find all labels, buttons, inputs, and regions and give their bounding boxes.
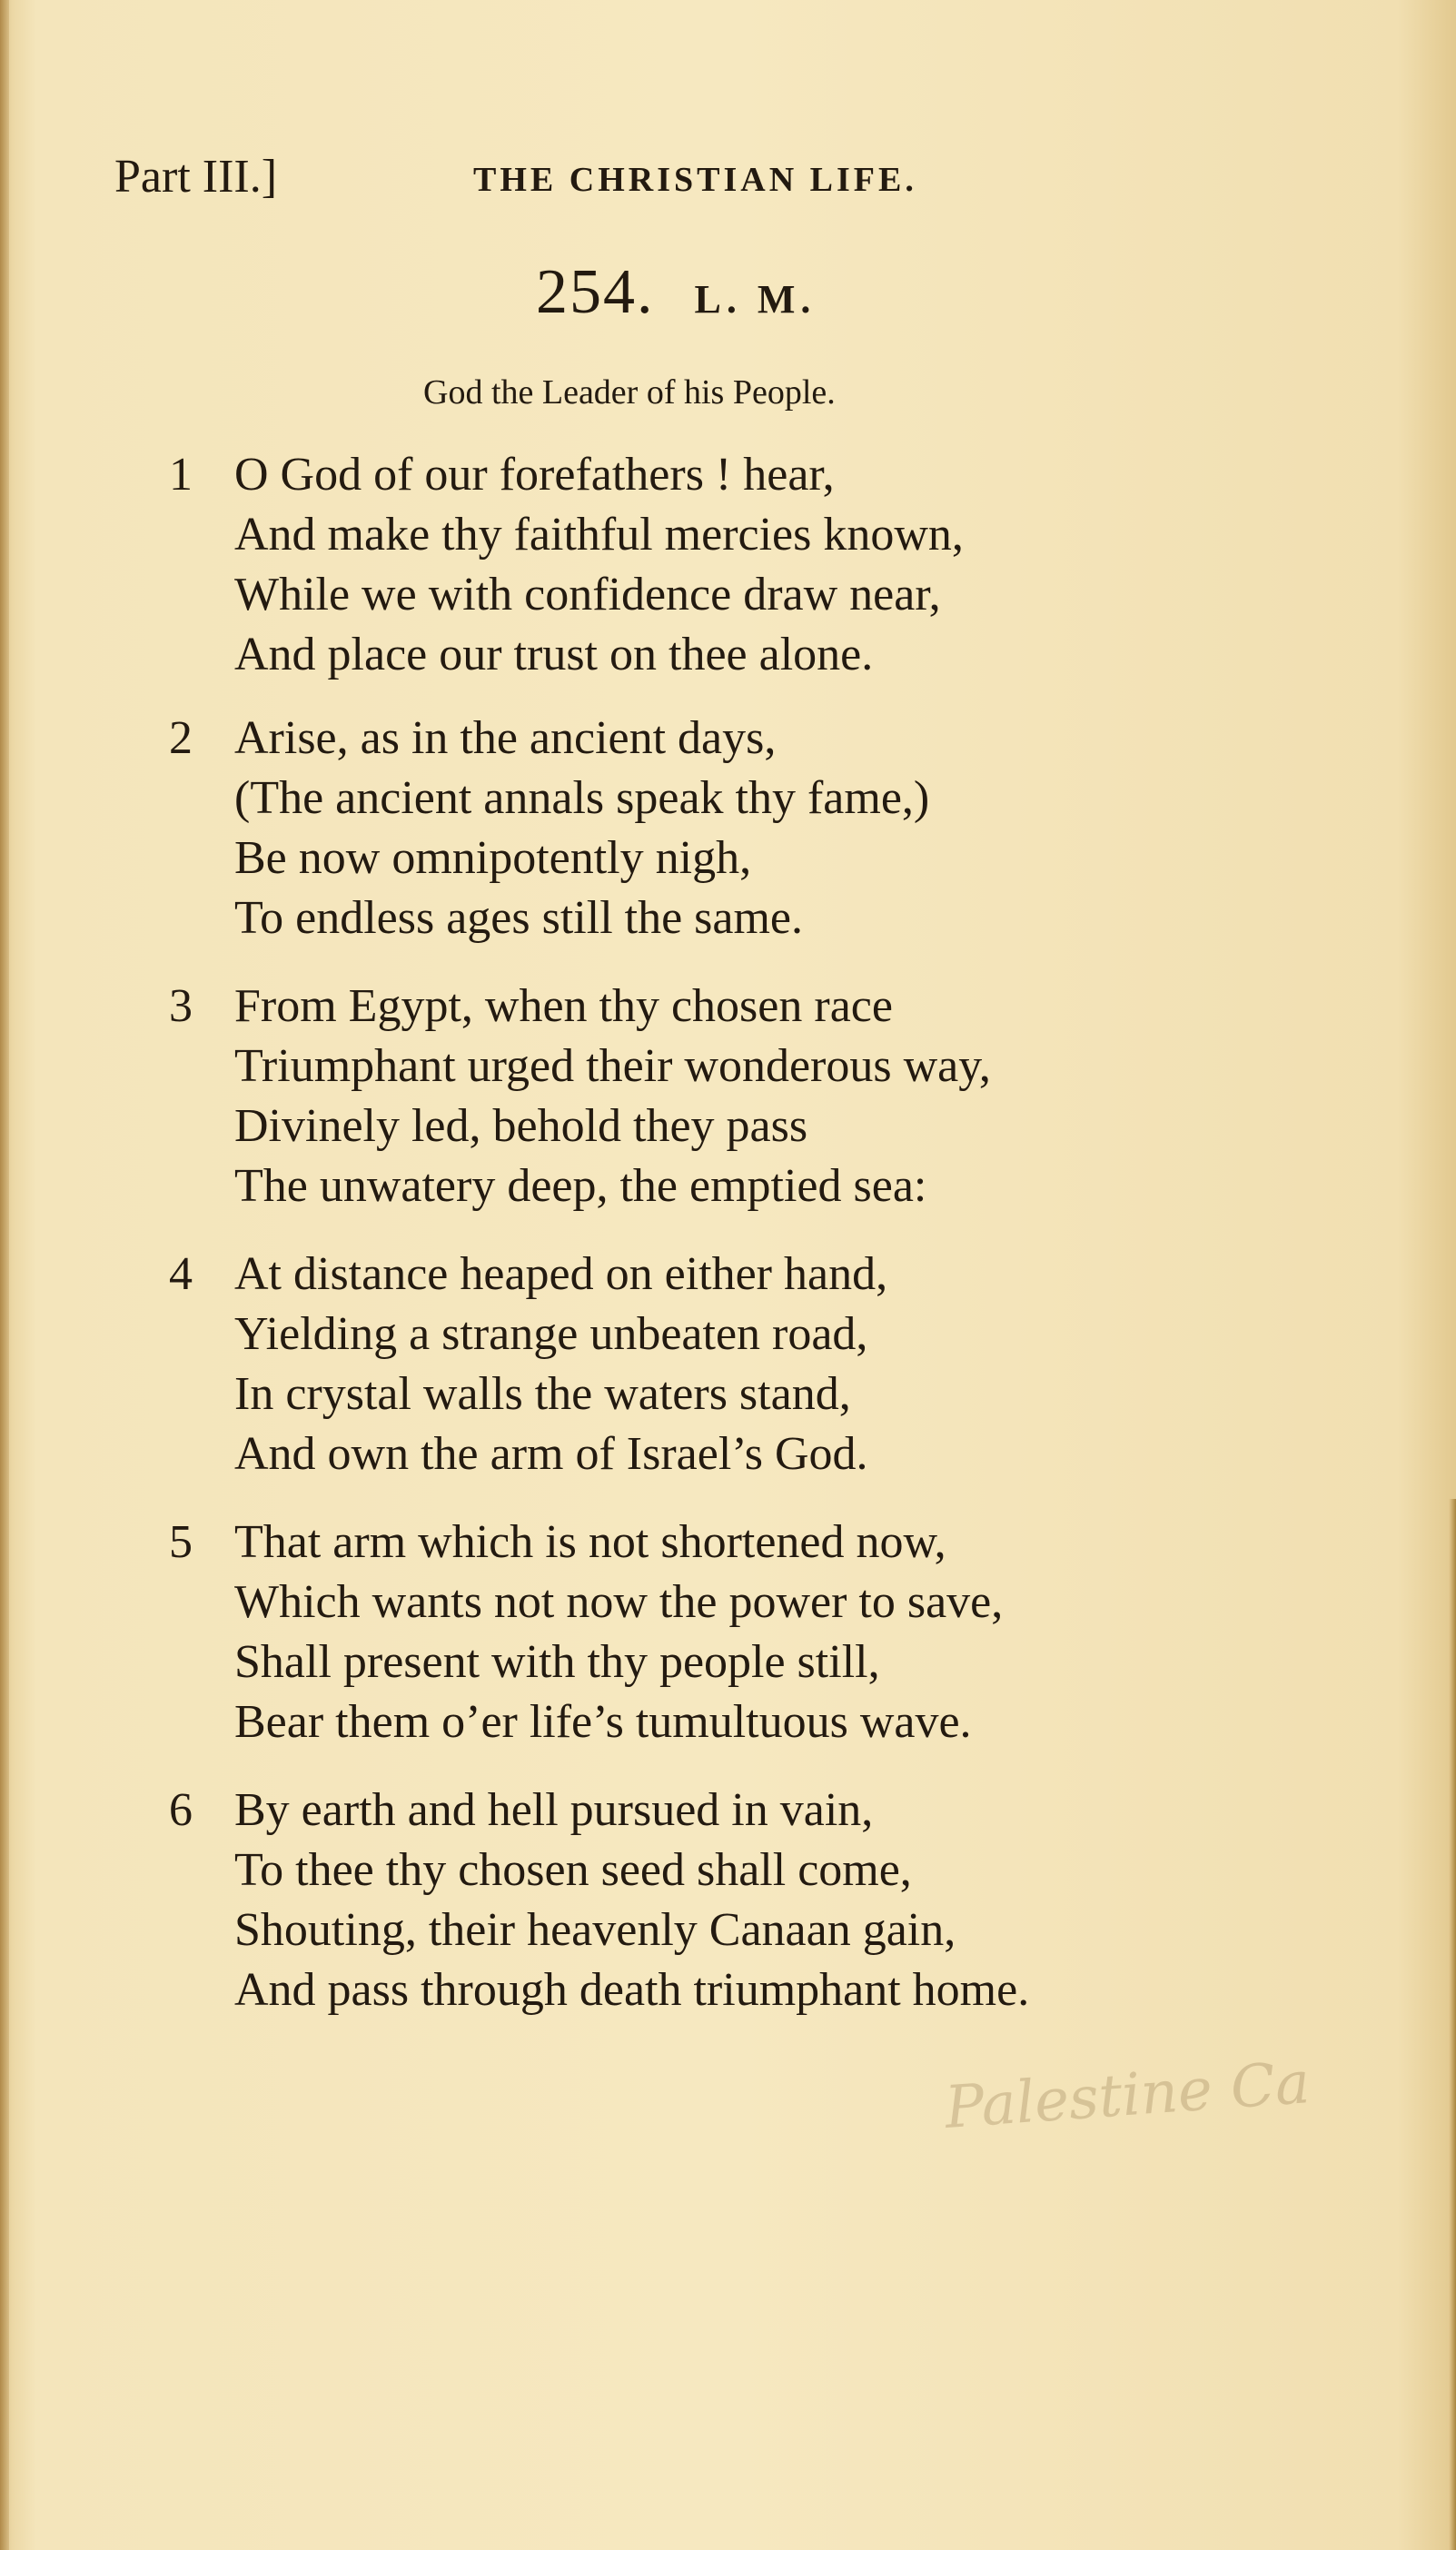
verse-number: 4	[169, 1248, 193, 1300]
verse-line: Be now omnipotently nigh,	[234, 832, 752, 884]
verse-line: O God of our forefathers ! hear,	[234, 449, 835, 501]
verse-line: Shall present with thy people still,	[234, 1636, 880, 1688]
verse-line: Arise, as in the ancient days,	[234, 712, 777, 764]
verse-line: To endless ages still the same.	[234, 892, 804, 944]
hymn-heading	[536, 256, 816, 329]
verse-number: 5	[169, 1516, 193, 1568]
verse-line: And pass through death triumphant home.	[234, 1964, 1030, 2016]
verse-line: Yielding a strange unbeaten road,	[234, 1308, 868, 1360]
verse-line: And place our trust on thee alone.	[234, 629, 874, 680]
verse-line: In crystal walls the waters stand,	[234, 1368, 851, 1420]
verse-line: The unwatery deep, the emptied sea:	[234, 1160, 927, 1212]
verse-line: That arm which is not shortened now,	[234, 1516, 946, 1568]
hymn-number: 254.	[536, 257, 655, 327]
page-edge-shadow	[1449, 1499, 1456, 2550]
verse-line: While we with confidence draw near,	[234, 569, 941, 620]
verse-number: 2	[169, 712, 193, 764]
hymn-subtitle: God the Leader of his People.	[423, 373, 836, 412]
verse-number: 6	[169, 1784, 193, 1836]
verse-line: From Egypt, when thy chosen race	[234, 980, 893, 1032]
verse-line: Divinely led, behold they pass	[234, 1100, 808, 1152]
verse-line: To thee thy chosen seed shall come,	[234, 1844, 912, 1896]
verse-line: Shouting, their heavenly Canaan gain,	[234, 1904, 956, 1956]
verse-line: (The ancient annals speak thy fame,)	[234, 772, 930, 824]
hymn-meter: L. M.	[694, 277, 817, 322]
verse-line: At distance heaped on either hand,	[234, 1248, 888, 1300]
verse-line: Bear them o’er life’s tumultuous wave.	[234, 1696, 972, 1748]
verse-line: By earth and hell pursued in vain,	[234, 1784, 874, 1836]
verse-line: Which wants not now the power to save,	[234, 1576, 1004, 1628]
header-part-label: Part III.]	[114, 151, 278, 203]
verse-number: 1	[169, 449, 193, 501]
header-section-title: THE CHRISTIAN LIFE.	[473, 161, 917, 199]
verse-line: And own the arm of Israel’s God.	[234, 1428, 868, 1480]
verse-line: And make thy faithful mercies known,	[234, 509, 964, 561]
verse-number: 3	[169, 980, 193, 1032]
faint-handwritten-inscription: Palestine Ca	[942, 2049, 1312, 2142]
verse-line: Triumphant urged their wonderous way,	[234, 1040, 991, 1092]
page-binding-edge	[0, 0, 9, 2550]
running-header	[114, 145, 1295, 209]
